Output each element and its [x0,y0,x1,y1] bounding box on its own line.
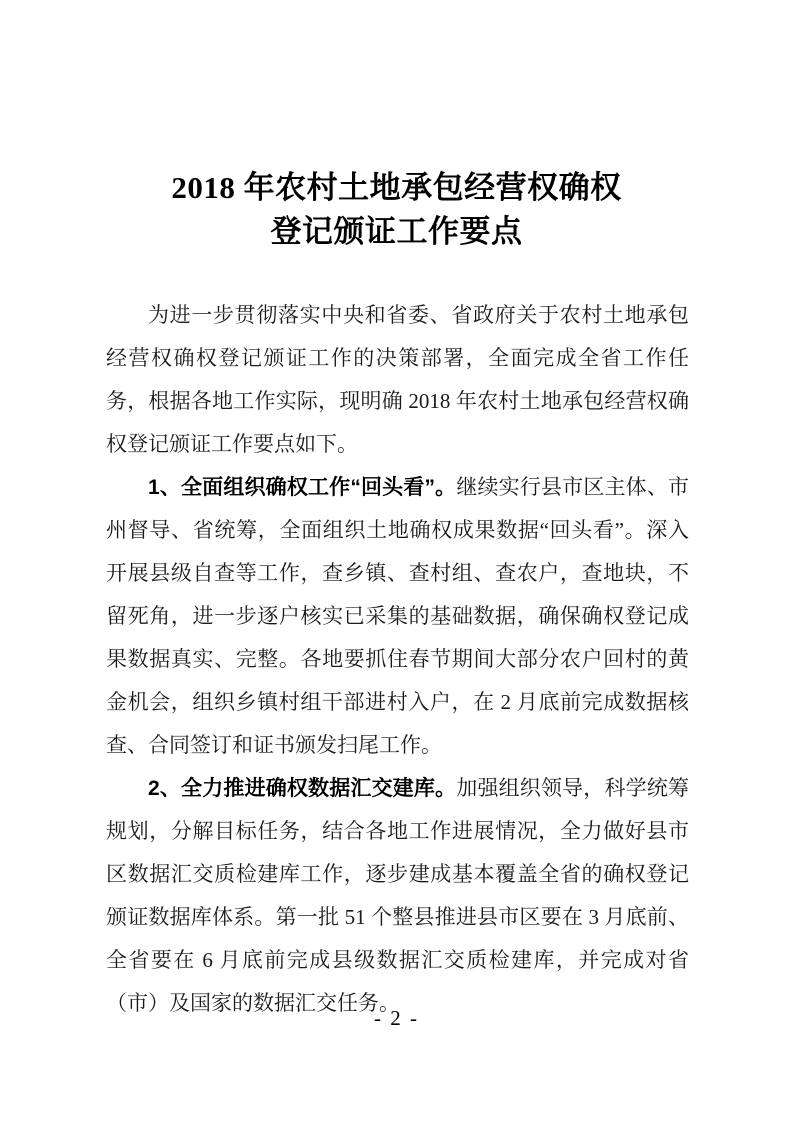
body-text-run: 加强组织领导，科学统筹规划，分解目标任务，结合各地工作进展情况，全力做好县市区数据汇交质检建库工作，逐步建成基本覆盖全省的确权登记颁证数据库体系。第一批 51 个整县推进县市区要在 3 月底前、全省要在 6 月底前完成县级数据汇交质检建库，并完成对省（市）及国家的数据汇交任务。 [106,776,689,1015]
document-title-line-2: 登记颁证工作要点 [270,214,523,249]
page-number: - 2 - [374,1006,419,1030]
body-text-run: 继续实行县市区主体、市州督导、省统筹，全面组织土地确权成果数据“回头看”。深入开展县级自查等工作，查乡镇、查村组、查农户，查地块，不留死角，进一步逐户核实已采集的基础数据，确保确权登记成果数据真实、完整。各地要抓住春节期间大部分农户回村的黄金机会，组织乡镇村组干部进村入户，在 2 月底前完成数据核查、合同签订和证书颁发扫尾工作。 [106,475,690,757]
paragraph [106,466,689,767]
paragraph [106,294,689,466]
document-body [106,294,689,1025]
paragraph [106,767,689,1025]
document-title-line-1: 2018 年农村土地承包经营权确权 [171,170,622,205]
body-text-run: 为进一步贯彻落实中央和省委、省政府关于农村土地承包经营权确权登记颁证工作的决策部署，全面完成全省工作任务，根据各地工作实际，现明确 2018 年农村土地承包经营权确权登记颁证工作要点如下。 [106,303,689,456]
section-heading-run: 1、全面组织确权工作“回头看”。 [148,476,457,499]
section-heading-run: 2、全力推进确权数据汇交建库。 [148,777,457,800]
document-title [0,166,793,254]
